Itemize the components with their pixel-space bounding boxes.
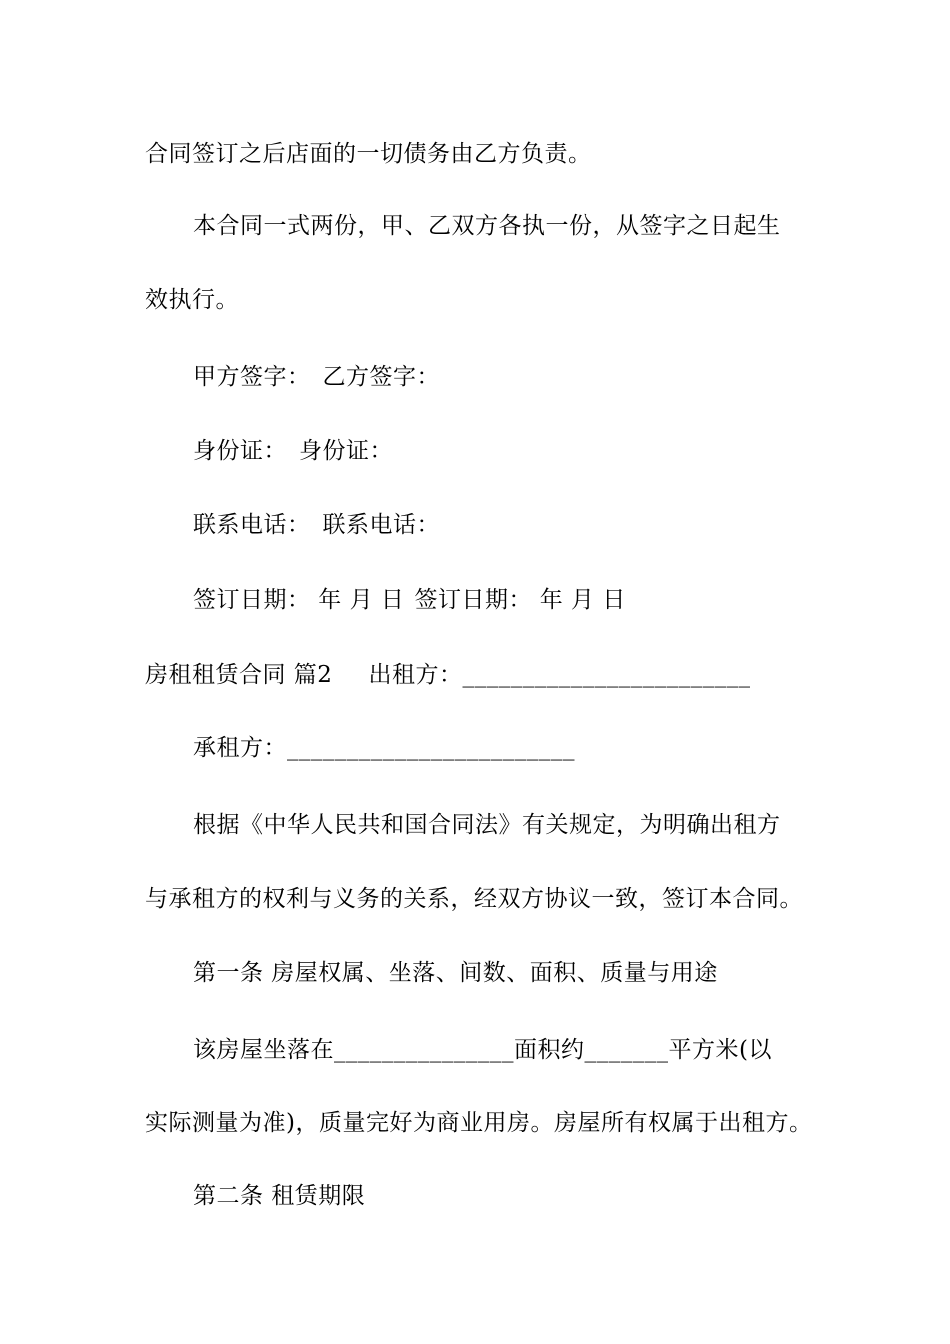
phone-line xyxy=(193,510,440,540)
signature-line xyxy=(193,362,440,392)
section-heading-line xyxy=(145,660,750,690)
party-a-date-label: 签订日期： 年 月 日 xyxy=(193,587,405,613)
party-b-phone-label: 联系电话： xyxy=(322,512,440,538)
paragraph-line xyxy=(193,1035,772,1065)
party-b-date-label: 签订日期： 年 月 日 xyxy=(414,587,626,613)
party-b-signature-label: 乙方签字： xyxy=(322,364,440,390)
text-ownership: 实际测量为准)，质量完好为商业用房。房屋所有权属于出租方。 xyxy=(145,1110,813,1136)
lessor-field: 出租方：________________________ xyxy=(368,662,751,688)
party-a-id-label: 身份证： xyxy=(193,438,287,464)
lessee-line xyxy=(193,733,575,763)
text-location-area: 该房屋坐落在_______________面积约_______平方米(以 xyxy=(193,1037,772,1063)
date-line xyxy=(193,585,626,615)
article-1-title: 第一条 房屋权属、坐落、间数、面积、质量与用途 xyxy=(193,960,718,986)
paragraph-line xyxy=(145,884,803,914)
text-debt-clause: 合同签订之后店面的一切债务由乙方负责。 xyxy=(145,141,592,167)
paragraph-line xyxy=(145,139,592,169)
paragraph-line xyxy=(193,211,781,241)
party-a-phone-label: 联系电话： xyxy=(193,512,311,538)
party-a-signature-label: 甲方签字： xyxy=(193,364,311,390)
id-line xyxy=(193,436,393,466)
text-effective: 效执行。 xyxy=(145,287,239,313)
paragraph-line xyxy=(193,810,781,840)
text-legal-basis: 根据《中华人民共和国合同法》有关规定，为明确出租方 xyxy=(193,812,781,838)
text-agreement: 与承租方的权利与义务的关系，经双方协议一致，签订本合同。 xyxy=(145,886,803,912)
text-copies-clause: 本合同一式两份，甲、乙双方各执一份，从签字之日起生 xyxy=(193,213,781,239)
paragraph-line xyxy=(145,285,239,315)
article-heading xyxy=(193,958,718,988)
contract-title: 房租租赁合同 篇2 xyxy=(145,662,333,688)
party-b-id-label: 身份证： xyxy=(299,438,393,464)
paragraph-line xyxy=(145,1108,812,1138)
article-heading xyxy=(193,1181,365,1211)
lessee-field: 承租方：________________________ xyxy=(193,735,575,761)
article-2-title: 第二条 租赁期限 xyxy=(193,1183,366,1209)
